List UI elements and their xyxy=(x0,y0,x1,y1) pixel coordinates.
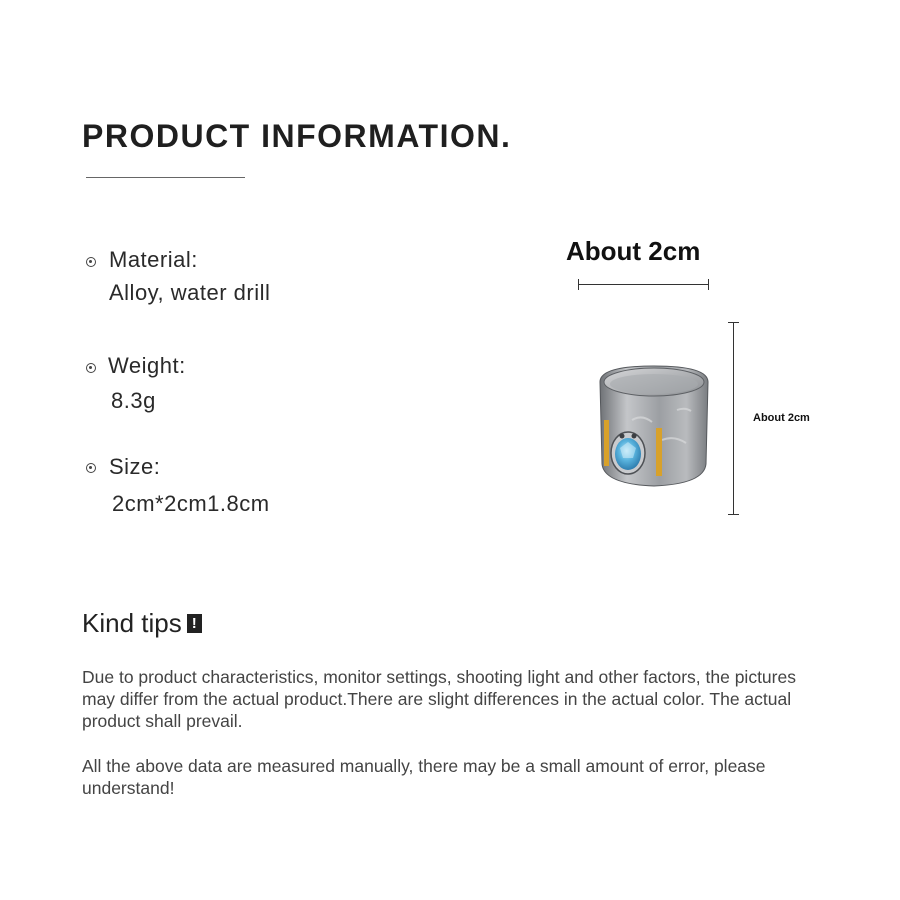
bullet-icon xyxy=(86,463,96,473)
spec-label: Size: xyxy=(109,454,161,479)
kind-tips-heading xyxy=(82,608,202,639)
width-dimension-line xyxy=(578,284,709,285)
exclamation-icon: ! xyxy=(187,614,202,633)
spec-value: Alloy, water drill xyxy=(109,280,271,305)
spec-label: Weight: xyxy=(108,353,186,378)
width-dimension-label: About 2cm xyxy=(566,236,701,266)
page-title: PRODUCT INFORMATION. xyxy=(82,118,512,154)
spec-label: Material: xyxy=(109,247,198,272)
height-dimension-label: About 2cm xyxy=(753,412,810,424)
bullet-icon xyxy=(86,257,96,267)
kind-tips-paragraph: All the above data are measured manually, there may be a small amount of error, please understand! xyxy=(82,756,766,798)
ring-product-image xyxy=(592,360,716,490)
bullet-icon xyxy=(86,363,96,373)
kind-tips-paragraph: Due to product characteristics, monitor settings, shooting light and other factors, the pictures may differ from the actual product.There are slight differences in the actual color. The actual product shall prevail. xyxy=(82,667,796,731)
spec-value: 8.3g xyxy=(111,388,156,413)
title-underline xyxy=(86,177,245,178)
height-dimension-line xyxy=(733,322,734,515)
kind-tips-title: Kind tips xyxy=(82,608,182,638)
spec-value: 2cm*2cm1.8cm xyxy=(112,491,270,516)
